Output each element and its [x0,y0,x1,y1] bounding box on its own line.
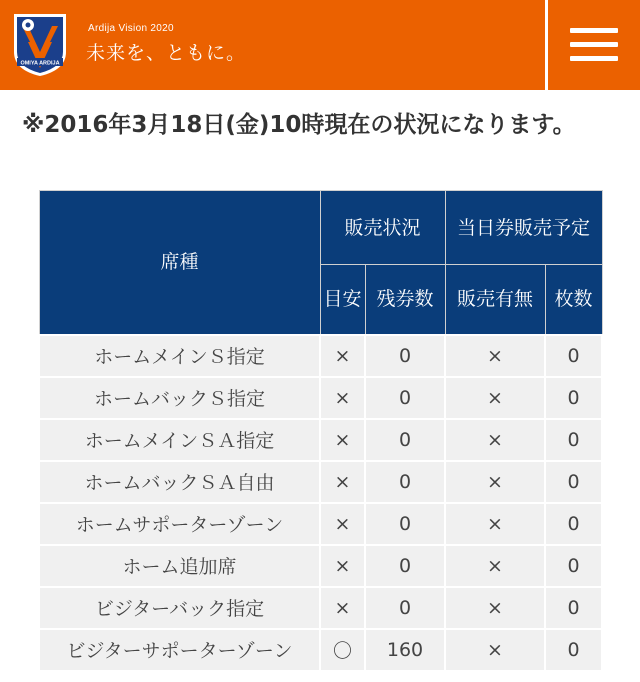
ticket-count: 0 [545,545,602,587]
guide-mark: × [320,377,365,419]
table-row [39,461,602,503]
seat-name: ホームサポーターゾーン [39,503,320,545]
guide-mark: × [320,461,365,503]
availability-mark: × [445,545,545,587]
ticket-count: 0 [545,419,602,461]
guide-mark: × [320,545,365,587]
table-row [39,629,602,671]
guide-mark: × [320,587,365,629]
seat-name: ホームバックＳ指定 [39,377,320,419]
header-guide: 目安 [320,265,365,335]
header-seat: 席種 [39,191,320,335]
header-remaining: 残券数 [365,265,445,335]
availability-mark: × [445,419,545,461]
ticket-status-table [38,190,603,672]
seat-name: ホームメインＳＡ指定 [39,419,320,461]
remaining-count: 0 [365,461,445,503]
guide-mark: × [320,335,365,377]
remaining-count: 0 [365,335,445,377]
seat-name: ビジターバック指定 [39,587,320,629]
club-crest-icon[interactable] [12,12,68,78]
header-dayof-sales: 当日券販売予定 [445,191,602,265]
table-row [39,503,602,545]
seat-name: ホーム追加席 [39,545,320,587]
availability-mark: × [445,377,545,419]
header-count: 枚数 [545,265,602,335]
ticket-count: 0 [545,461,602,503]
hamburger-icon [570,56,618,61]
remaining-count: 0 [365,503,445,545]
table-row [39,335,602,377]
crest-text: OMIYA ARDIJA [20,60,60,67]
ticket-count: 0 [545,587,602,629]
remaining-count: 0 [365,377,445,419]
vision-label: Ardija Vision 2020 [88,23,174,34]
tagline: 未来を、ともに。 [86,42,247,64]
seat-name: ホームバックＳＡ自由 [39,461,320,503]
remaining-count: 160 [365,629,445,671]
header-sales-status: 販売状況 [320,191,445,265]
guide-mark: 〇 [320,629,365,671]
guide-mark: × [320,503,365,545]
table-row [39,419,602,461]
site-header [0,0,640,90]
seat-name: ビジターサポーターゾーン [39,629,320,671]
ticket-count: 0 [545,377,602,419]
status-heading: ※2016年3月18日(金)10時現在の状況になります。 [22,112,576,138]
guide-mark: × [320,419,365,461]
table-row [39,587,602,629]
availability-mark: × [445,503,545,545]
table-row [39,377,602,419]
hamburger-icon [570,42,618,47]
availability-mark: × [445,587,545,629]
ticket-count: 0 [545,335,602,377]
remaining-count: 0 [365,587,445,629]
remaining-count: 0 [365,545,445,587]
availability-mark: × [445,461,545,503]
seat-name: ホームメインＳ指定 [39,335,320,377]
availability-mark: × [445,629,545,671]
availability-mark: × [445,335,545,377]
ticket-count: 0 [545,629,602,671]
header-availability: 販売有無 [445,265,545,335]
ticket-count: 0 [545,503,602,545]
menu-button[interactable] [548,0,640,90]
table-row [39,545,602,587]
hamburger-icon [570,28,618,33]
remaining-count: 0 [365,419,445,461]
